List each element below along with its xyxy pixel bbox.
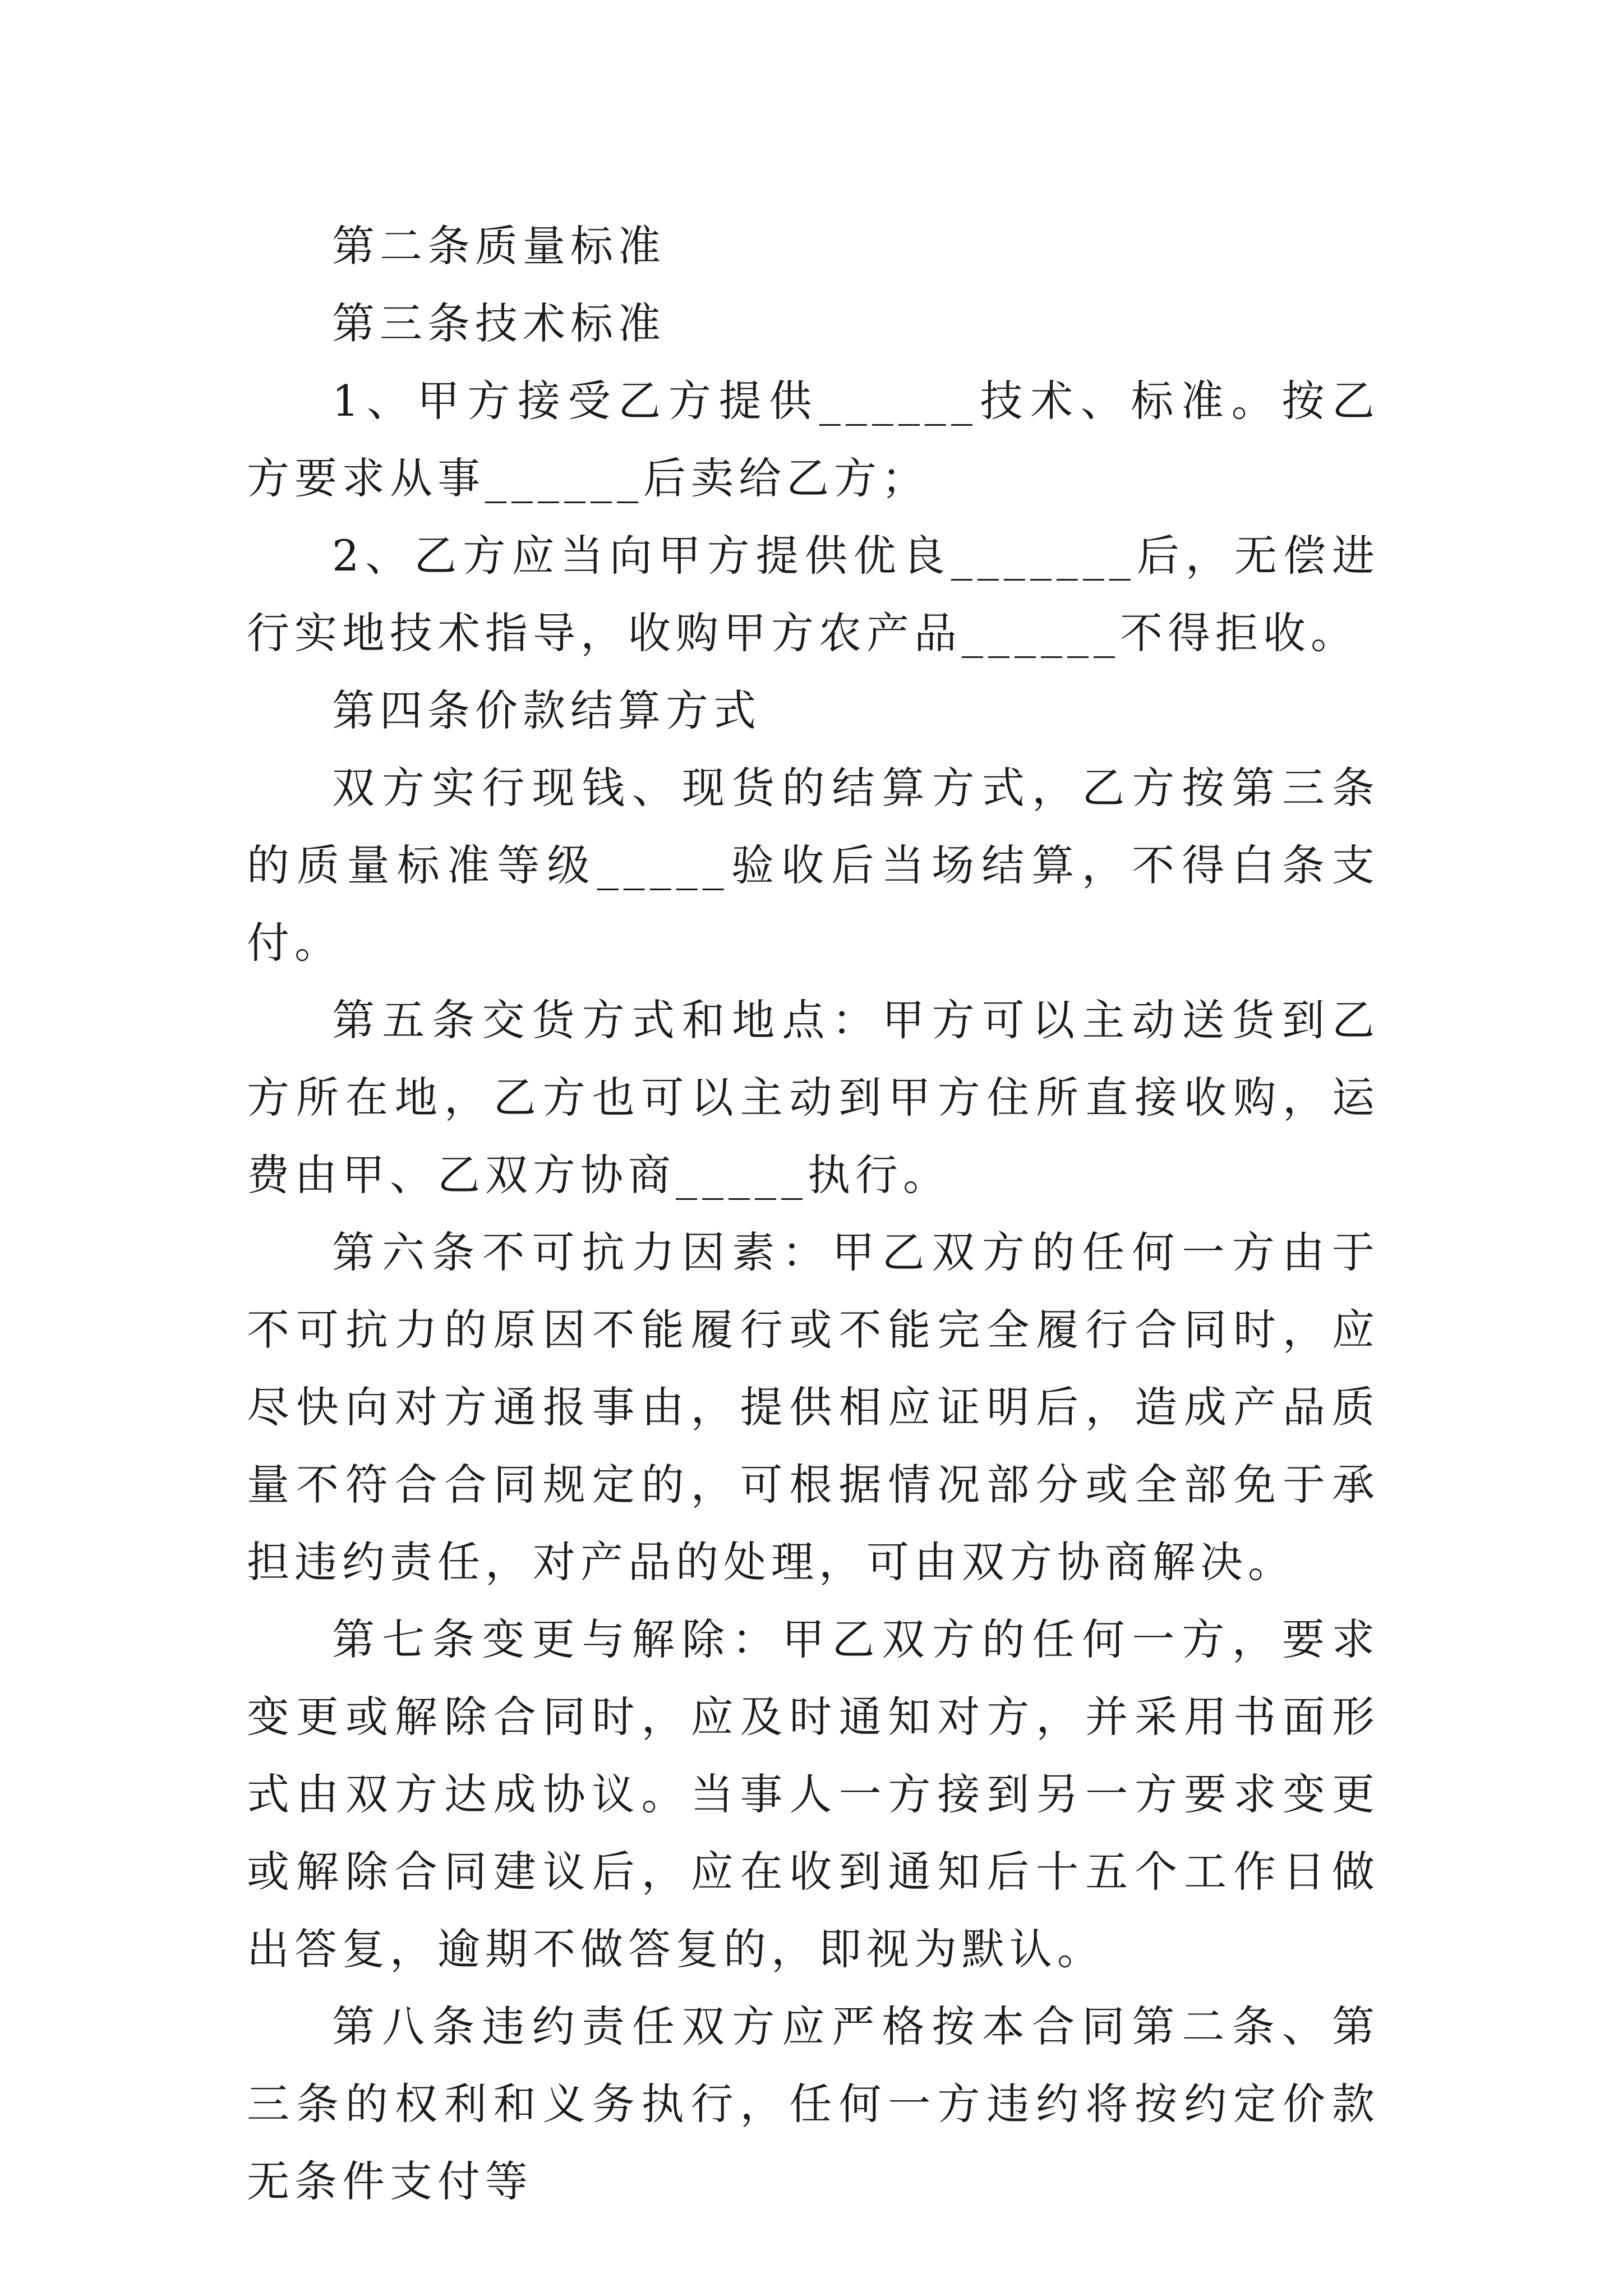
article-3-clause-2: 2、乙方应当向甲方提供优良_______后，无偿进行实地技术指导，收购甲方农产品______不得拒收。 bbox=[247, 531, 1380, 658]
article-3-clause-1: 1、甲方接受乙方提供______技术、标准。按乙方要求从事______后卖给乙方； bbox=[247, 376, 1380, 503]
article-5-paragraph: 第五条交货方式和地点：甲方可以主动送货到乙方所在地，乙方也可以主动到甲方住所直接收购，运费由甲、乙双方协商_____执行。 bbox=[247, 995, 1380, 1200]
article-3-heading: 第三条技术标准 bbox=[332, 298, 666, 348]
article-8-paragraph: 第八条违约责任双方应严格按本合同第二条、第三条的权利和义务执行，任何一方违约将按约定价款无条件支付等 bbox=[247, 2001, 1380, 2206]
document-body bbox=[247, 208, 1380, 2220]
article-4-heading: 第四条价款结算方式 bbox=[332, 685, 761, 735]
article-4-body: 双方实行现钱、现货的结算方式，乙方按第三条的质量标准等级_____验收后当场结算，不得白条支付。 bbox=[247, 763, 1380, 968]
article-7-paragraph: 第七条变更与解除：甲乙双方的任何一方，要求变更或解除合同时，应及时通知对方，并采用书面形式由双方达成协议。当事人一方接到另一方要求变更或解除合同建议后，应在收到通知后十五个工作日做出答复，逾期不做答复的，即视为默认。 bbox=[247, 1614, 1380, 1974]
article-6-paragraph: 第六条不可抗力因素：甲乙双方的任何一方由于不可抗力的原因不能履行或不能完全履行合同时，应尽快向对方通报事由，提供相应证明后，造成产品质量不符合合同规定的，可根据情况部分或全部免于承担违约责任，对产品的处理，可由双方协商解决。 bbox=[247, 1227, 1380, 1587]
article-2-heading: 第二条质量标准 bbox=[332, 221, 666, 271]
